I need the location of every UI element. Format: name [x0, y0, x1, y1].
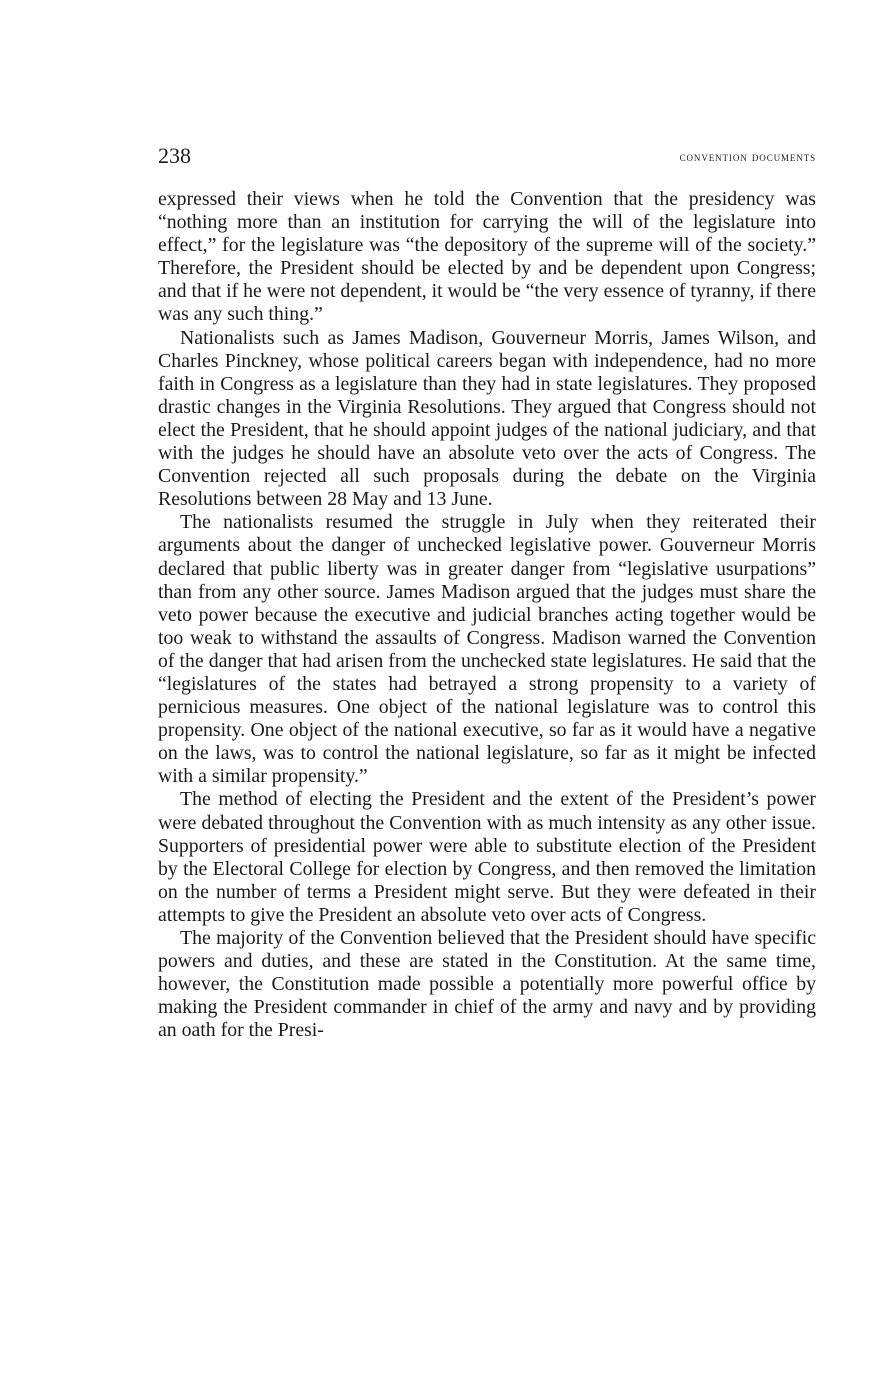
paragraph-1: expressed their views when he told the Convention that the presidency was “nothing more than an institution for carrying the will of the legislature into effect,” for the legislature was “the depository of the supreme will of the society.” Therefore, the President should be elected by and be dependent upon Congress; and that if he were not dependent, it would be “the very essence of tyranny, if there was any such thing.”	[158, 188, 816, 326]
paragraph-4: The method of electing the President and the extent of the President’s power were debated throughout the Convention with as much intensity as any other issue. Supporters of presidential power were able to substitute election of the President by the Electoral College for election by Congress, and then removed the limitation on the number of terms a President might serve. But they were defeated in their attempts to give the President an absolute veto over acts of Congress.	[158, 788, 816, 926]
paragraph-5: The majority of the Convention believed that the President should have specific powers and duties, and these are stated in the Constitution. At the same time, however, the Constitution made possible a potentially more powerful office by making the President commander in chief of the army and navy and by providing an oath for the Presi-	[158, 927, 816, 1042]
paragraph-2: Nationalists such as James Madison, Gouverneur Morris, James Wilson, and Charles Pinckney, whose political careers began with independence, had no more faith in Congress as a legislature than they had in state legislatures. They proposed drastic changes in the Virginia Resolutions. They argued that Congress should not elect the President, that he should appoint judges of the national judiciary, and that with the judges he should have an absolute veto over the acts of Congress. The Convention rejected all such proposals during the debate on the Virginia Resolutions between 28 May and 13 June.	[158, 326, 816, 511]
running-head	[158, 142, 816, 170]
page-number: 238	[158, 143, 191, 168]
body-text	[158, 188, 816, 1042]
section-title: convention documents	[679, 149, 816, 164]
paragraph-3: The nationalists resumed the struggle in July when they reiterated their arguments about the danger of unchecked legislative power. Gouverneur Morris declared that public liberty was in greater danger from “legislative usurpations” than from any other source. James Madison argued that the judges must share the veto power because the executive and judicial branches acting together would be too weak to withstand the assaults of Congress. Madison warned the Convention of the danger that had arisen from the unchecked state legislatures. He said that the “legislatures of the states had betrayed a strong propensity to a variety of pernicious measures. One object of the national legislature was to control this propensity. One object of the national executive, so far as it would have a negative on the laws, was to control the national legislature, so far as it might be infected with a similar propensity.”	[158, 511, 816, 788]
